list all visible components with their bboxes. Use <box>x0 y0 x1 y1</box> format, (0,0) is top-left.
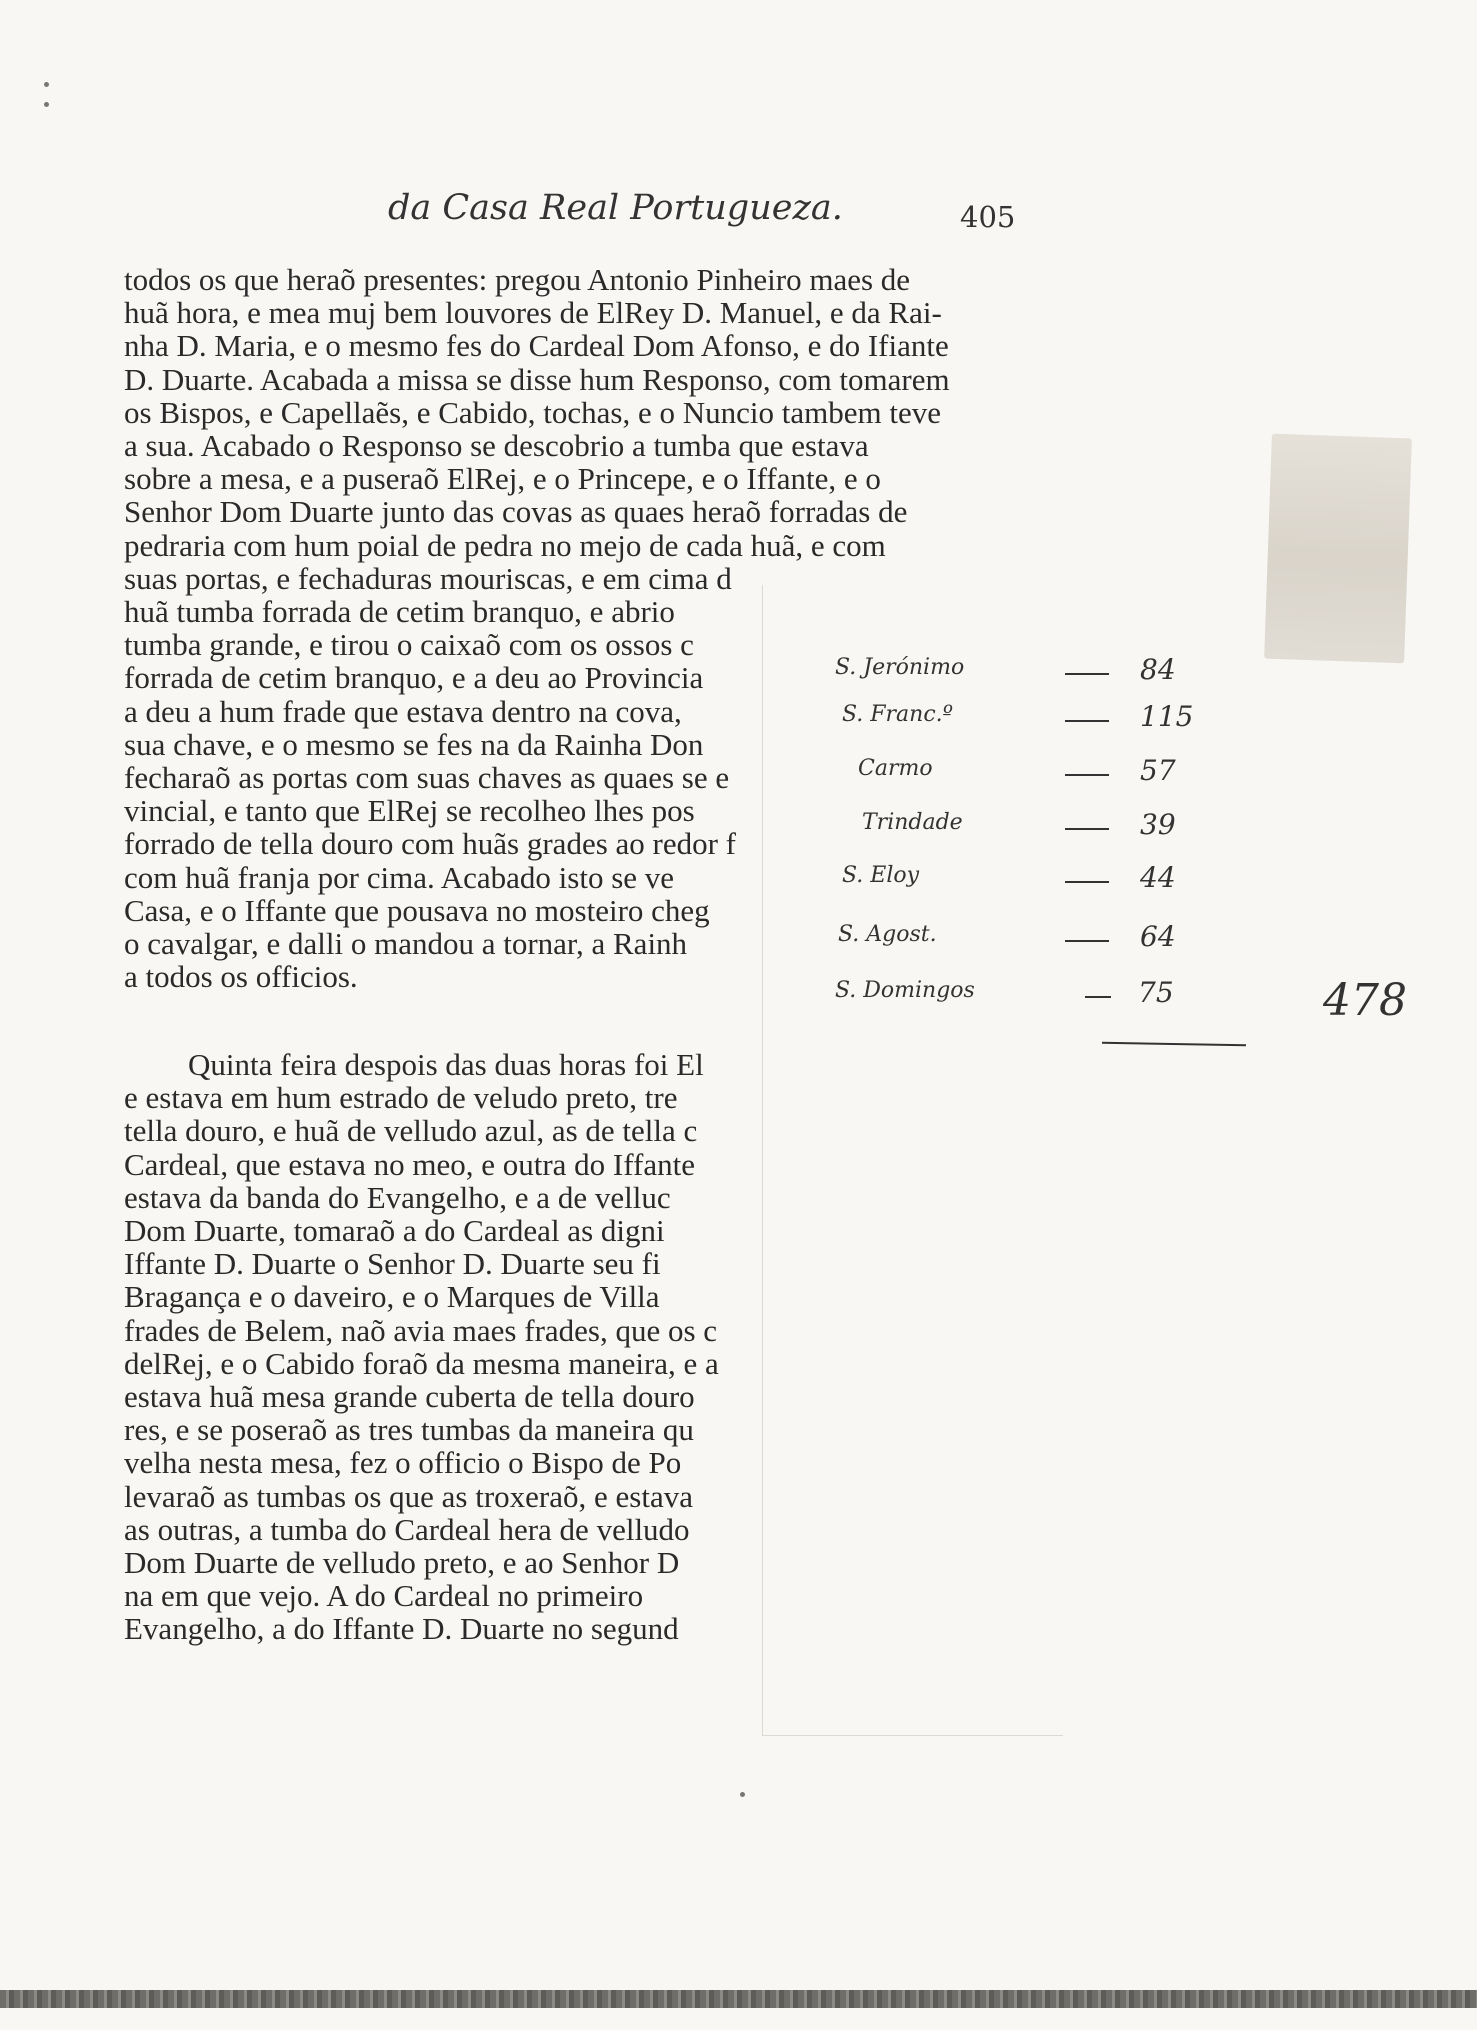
text-line: D. Duarte. Acabada a missa se disse hum Responso, com tomarem <box>124 361 950 397</box>
annotation-count: 57 <box>1140 754 1176 787</box>
text-line: levaraõ as tumbas os que as troxeraõ, e estava <box>124 1478 693 1514</box>
scan-edge <box>0 1990 1477 2008</box>
text-line: com huã franja por cima. Acabado isto se ve <box>124 859 675 895</box>
text-line: todos os que heraõ presentes: pregou Antonio Pinheiro maes de <box>124 262 911 297</box>
text-line: Iffante D. Duarte o Senhor D. Duarte seu fi <box>124 1246 661 1282</box>
text-line: res, e se poseraõ as tres tumbas da maneira qu <box>124 1412 694 1448</box>
text-line: frades de Belem, naõ avia maes frades, que os c <box>124 1312 718 1348</box>
text-line: sobre a mesa, e a puseraõ ElRej, e o Princepe, e o Iffante, e o <box>124 461 881 497</box>
text-line: a sua. Acabado o Responso se descobrio a tumba que estava <box>124 428 869 463</box>
annotation-name: S. Eloy <box>842 863 920 888</box>
text-line: huã tumba forrada de cetim branquo, e abrio <box>124 594 675 629</box>
text-line: Evangelho, a do Iffante D. Duarte no segund <box>124 1611 679 1647</box>
speck <box>44 82 49 87</box>
annotation-name: S. Jerónimo <box>835 655 965 680</box>
annotation-name: S. Domingos <box>835 978 975 1003</box>
text-line: e estava em hum estrado de veludo preto, tre <box>124 1080 678 1116</box>
annotation-dash <box>1065 828 1109 830</box>
text-line: Dom Duarte de velludo preto, e ao Senhor D <box>124 1545 680 1580</box>
annotation-name: Trindade <box>862 810 963 835</box>
text-line: Dom Duarte, tomaraõ a do Cardeal as digni <box>124 1213 665 1248</box>
annotation-dash <box>1065 940 1109 942</box>
text-line: velha nesta mesa, fez o officio o Bispo de Po <box>124 1445 682 1481</box>
annotation-name: Carmo <box>858 756 933 781</box>
annotation-count: 39 <box>1140 808 1176 841</box>
annotation-dash <box>1065 673 1109 675</box>
text-line: forrada de cetim branquo, e a deu ao Provincia <box>124 660 704 696</box>
text-line: delRej, e o Cabido foraõ da mesma maneira, e a <box>124 1345 719 1381</box>
annotation-dash <box>1065 774 1109 776</box>
text-line: na em que vejo. A do Cardeal no primeiro <box>124 1578 644 1614</box>
text-line: Bragança e o daveiro, e o Marques de Villa <box>124 1279 660 1315</box>
page-number: 405 <box>960 200 1016 234</box>
text-line: sua chave, e o mesmo se fes na da Rainha Don <box>124 726 704 762</box>
annotation-name: S. Agost. <box>838 922 937 947</box>
text-line: Casa, e o Iffante que pousava no mosteiro cheg <box>124 892 710 928</box>
text-line: nha D. Maria, e o mesmo fes do Cardeal Dom Afonso, e do Ifiante <box>124 328 949 364</box>
text-line: estava da banda do Evangelho, e a de velluc <box>124 1179 671 1215</box>
annotation-dash <box>1065 720 1109 722</box>
text-line: tumba grande, e tirou o caixaõ com os ossos c <box>124 627 694 663</box>
annotation-count: 115 <box>1140 700 1194 733</box>
annotation-dash <box>1065 881 1109 883</box>
annotation-count: 84 <box>1140 653 1176 686</box>
speck <box>44 102 49 107</box>
text-line: as outras, a tumba do Cardeal hera de velludo <box>124 1511 690 1547</box>
annotation-total: 478 <box>1323 975 1407 1026</box>
text-line: estava huã mesa grande cuberta de tella douro <box>124 1379 695 1414</box>
text-line: Quinta feira despois das duas horas foi El <box>188 1047 704 1082</box>
annotation-dash <box>1085 996 1111 998</box>
text-line: o cavalgar, e dalli o mandou a tornar, a Rainh <box>124 926 688 961</box>
annotation-name: S. Franc.º <box>842 702 953 727</box>
annotation-count: 44 <box>1140 861 1176 894</box>
annotation-count: 64 <box>1140 920 1176 953</box>
text-line: huã hora, e mea muj bem louvores de ElRey D. Manuel, e da Rai- <box>124 295 942 331</box>
text-line: os Bispos, e Capellaẽs, e Cabido, tochas, e o Nuncio tambem teve <box>124 394 942 430</box>
text-line: Senhor Dom Duarte junto das covas as quaes heraõ forradas de <box>124 494 908 530</box>
text-line: forrado de tella douro com huãs grades ao redor f <box>124 826 737 862</box>
text-line: suas portas, e fechaduras mouriscas, e em cima d <box>124 560 732 596</box>
tape-strip <box>1264 434 1412 664</box>
text-line: vincial, e tanto que ElRej se recolheo lhes pos <box>124 793 695 829</box>
running-header: da Casa Real Portugueza. <box>388 188 843 228</box>
speck <box>740 1792 745 1797</box>
annotation-count: 75 <box>1138 976 1174 1009</box>
text-line: a todos os officios. <box>124 959 358 995</box>
text-line: fecharaõ as portas com suas chaves as quaes se e <box>124 760 730 795</box>
text-line: tella douro, e huã de velludo azul, as de tella c <box>124 1113 698 1149</box>
text-line: pedraria com hum poial de pedra no mejo de cada huã, e com <box>124 527 886 563</box>
text-line: a deu a hum frade que estava dentro na cova, <box>124 693 682 729</box>
text-line: Cardeal, que estava no meo, e outra do Iffante <box>124 1146 695 1182</box>
